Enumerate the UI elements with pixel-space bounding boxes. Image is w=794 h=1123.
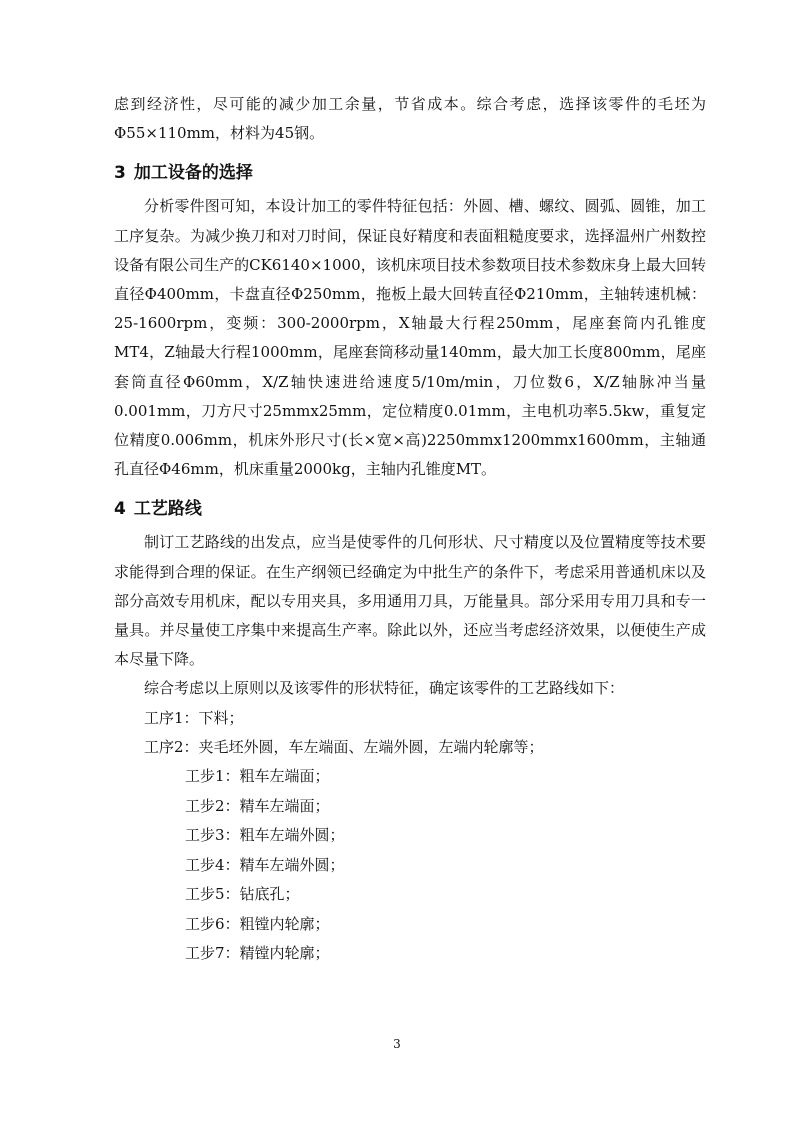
step-item: 工步1：粗车左端面； xyxy=(185,767,330,786)
process-2-steps xyxy=(114,762,706,968)
step-item: 工步6：粗镗内轮廓； xyxy=(185,914,330,933)
section-3-number: 3 xyxy=(114,163,126,184)
section-4-paragraph-1: 制订工艺路线的出发点，应当是使零件的几何形状、尺寸精度以及位置精度等技术要求能得到合理的保证。在生产纲领已经确定为中批生产的条件下，考虑采用普通机床以及部分高效专用机床，配以专用夹具，多用通用刀具，万能量具。部分采用专用刀具和专一量具。并尽量使工序集中来提高生产率。除此以外，还应当考虑经济效果，以便使生产成本尽量下降。 xyxy=(114,533,706,669)
step-item: 工步7：精镗内轮廓； xyxy=(185,943,330,962)
step-item: 工步4：精车左端外圆； xyxy=(185,855,345,874)
step-item: 工步5：钻底孔； xyxy=(185,885,300,904)
section-4-title: 工艺路线 xyxy=(133,499,202,520)
section-4-number: 4 xyxy=(114,499,126,520)
section-3-title: 加工设备的选择 xyxy=(133,163,253,184)
section-3-heading xyxy=(114,156,706,190)
step-item: 工步2：精车左端面； xyxy=(185,796,330,815)
section-3-paragraph: 分析零件图可知，本设计加工的零件特征包括：外圆、槽、螺纹、圆弧、圆锥，加工工序复杂。为减少换刀和对刀时间，保证良好精度和表面粗糙度要求，选择温州广州数控设备有限公司生产的CK6140×1000，该机床项目技术参数项目技术参数床身上最大回转直径Φ400mm，卡盘直径Φ250mm，拖板上最大回转直径Φ210mm，主轴转速机械：25-1600rpm，变频：300-2000rpm，X轴最大行程250mm，尾座套筒内孔锥度MT4，Z轴最大行程1000mm，尾座套筒移动量140mm，最大加工长度800mm，尾座套筒直径Φ60mm，X/Z轴快速进给速度5/10m/min，刀位数6，X/Z轴脉冲当量0.001mm，刀方尺寸25mmx25mm，定位精度0.01mm，主电机功率5.5kw，重复定位精度0.006mm，机床外形尺寸(长×宽×高)2250mmx1200mmx1600mm，主轴通孔直径Φ46mm，机床重量2000kg，主轴内孔锥度MT。 xyxy=(114,197,706,479)
process-1: 工序1：下料； xyxy=(144,708,244,727)
page-number: 3 xyxy=(393,1037,401,1051)
section-4-heading xyxy=(114,492,706,526)
page-content xyxy=(114,90,706,968)
process-2: 工序2：夹毛坯外圆，车左端面、左端外圆，左端内轮廓等； xyxy=(144,738,544,757)
paragraph-intro: 虑到经济性，尽可能的减少加工余量，节省成本。综合考虑，选择该零件的毛坯为Φ55×110mm，材料为45钢。 xyxy=(114,95,706,143)
section-4-paragraph-2: 综合考虑以上原则以及该零件的形状特征，确定该零件的工艺路线如下： xyxy=(144,679,625,698)
step-item: 工步3：粗车左端外圆； xyxy=(185,826,345,845)
